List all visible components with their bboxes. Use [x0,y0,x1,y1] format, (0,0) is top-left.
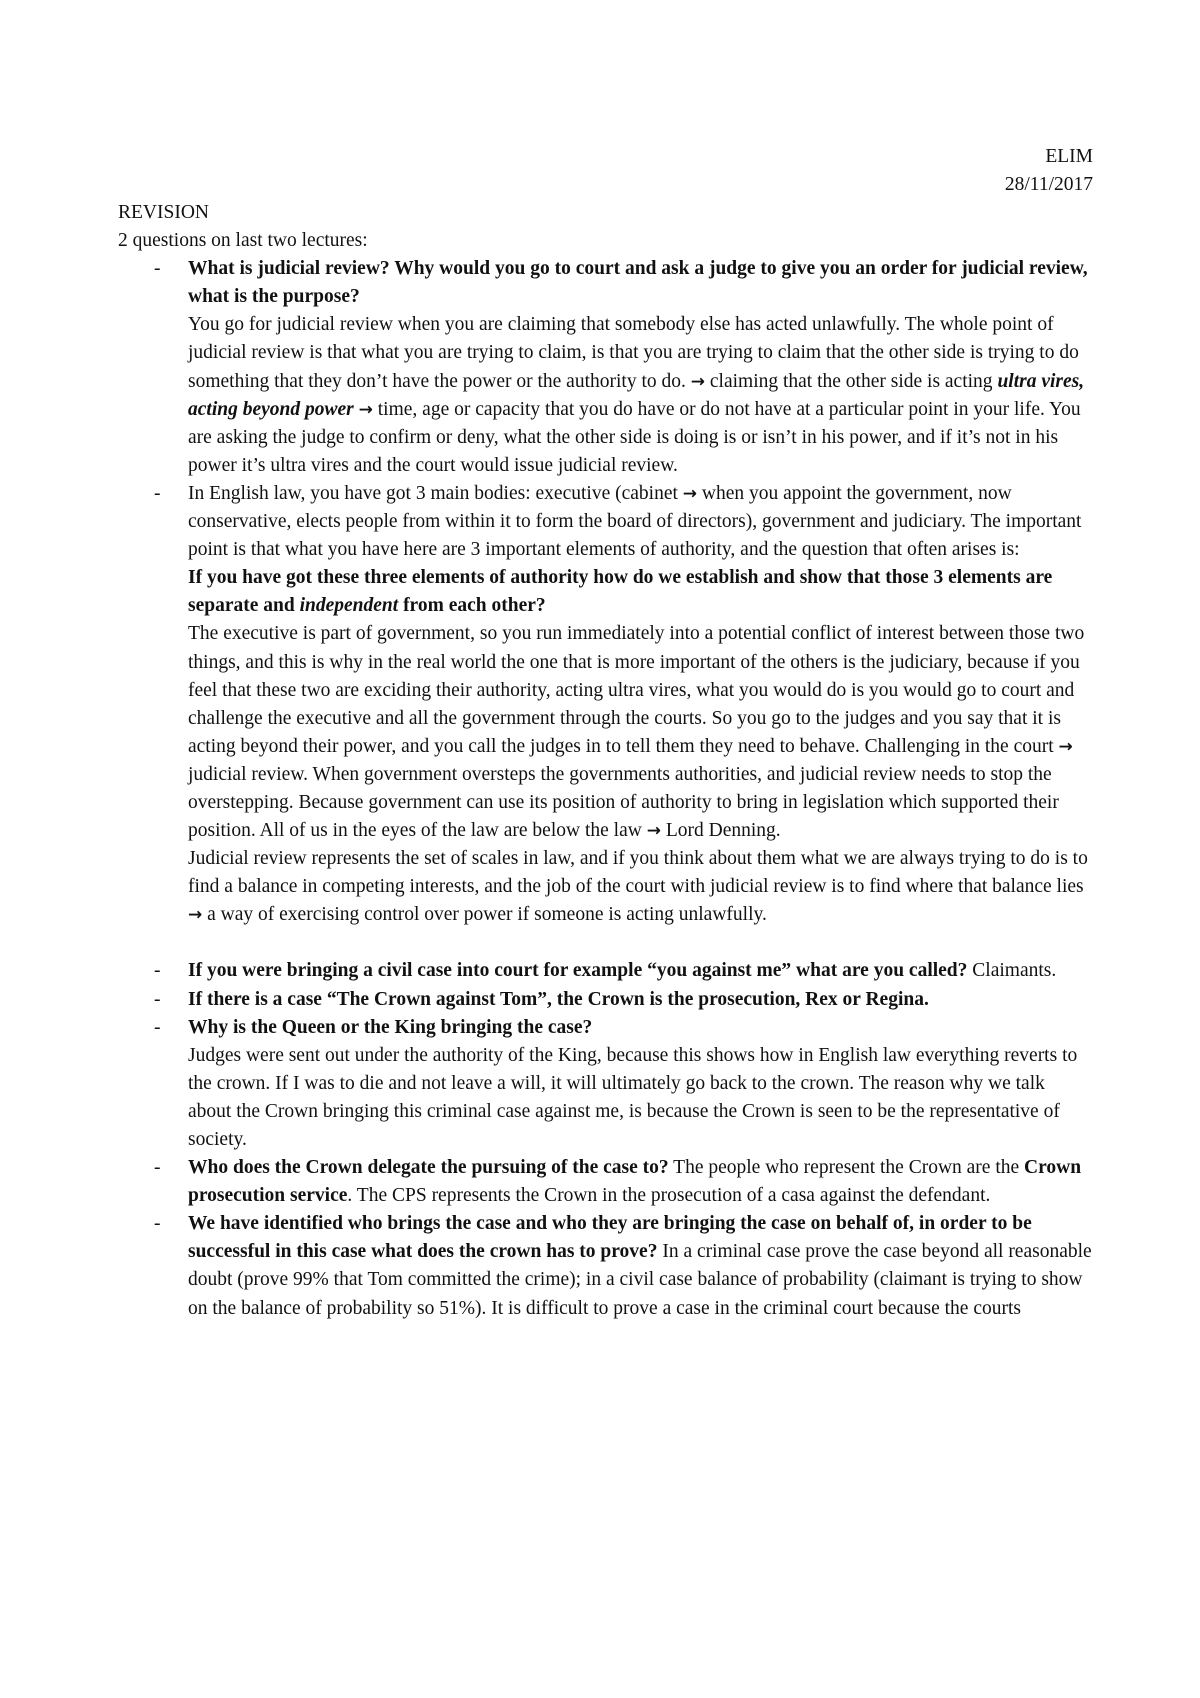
arrow-icon: → [188,905,203,926]
emphasis-text: ultra vires, acting beyond power [188,370,1085,420]
question-text: We have identified who brings the case and who they are bringing the case on behalf of, in order to be successful in this case what does the crown has to prove? [188,1213,1032,1263]
answer-text: Claimants. [967,960,1057,982]
list-item [118,957,1093,985]
answer-text: time, age or capacity that you do have or do not have at a particular point in your life. You are asking the judge to confirm or deny, what the other side is doing is or isn’t in his power, and if it’s not in his power it’s ultra vires and the court would issue judicial review. [188,398,1081,476]
question-text: If there is a case “The Crown against Tom”, the Crown is the prosecution, Rex or Regina. [188,988,929,1010]
answer-text: In a criminal case prove the case beyond all reasonable doubt (prove 99% that Tom committed the crime); in a civil case balance of probability (claimant is trying to show on the balance of probability so 51%). It is difficult to prove a case in the criminal court because the courts [188,1241,1092,1319]
document-body [118,199,1093,1323]
document-date: 28/11/2017 [1004,174,1093,196]
answer-paragraph [188,845,1093,929]
answer-text: In English law, you have got 3 main bodies: executive (cabinet [188,482,678,504]
answer-text: judicial review. When government oversteps the governments authorities, and judicial review needs to stop the overstepping. Because government can use its position of authority to bring in legislation which supported their position. All of us in the eyes of the law are below the law [188,763,1059,842]
arrow-icon: → [690,371,705,392]
list-item [118,986,1093,1014]
list-item [118,480,1093,930]
list-item [118,1014,1093,1154]
question-text: If you have got these three elements of authority how do we establish and show that those 3 elements are separate and [188,567,1053,617]
question-text: from each other? [398,595,546,617]
list-item [118,1210,1093,1322]
author-initials: ELIM [1045,146,1093,167]
answer-paragraph: Judges were sent out under the authority of the King, because this shows how in English law everything reverts to the crown. If I was to die and not leave a will, it will ultimately go back to the crown. The reason why we talk about the Crown bringing this criminal case against me, is because the Crown is seen to be the representative of society. [188,1044,1078,1150]
answer-text: . The CPS represents the Crown in the prosecution of a casa against the defendant. [347,1185,991,1207]
answer-paragraph [188,311,1093,480]
bullet-dash: - [154,1016,161,1038]
arrow-icon: → [1058,736,1073,757]
question-paragraph [188,564,1093,620]
list-item [118,1154,1093,1210]
answer-text: Judicial review represents the set of scales in law, and if you think about them what we are always trying to do is to find a balance in competing interests, and the job of the court with judicial review is to find where that balance lies [188,848,1088,898]
answer-text: The executive is part of government, so you run immediately into a potential conflict of interest between those two things, and this is why in the real world the one that is more important of the others is the judiciary, because if you feel that these two are exciding their authority, acting ultra vires, what you would do is you would go to court and challenge the executive and all the government through the courts. So you go to the judges and you say that it is acting beyond their power, and you call the judges in to tell them they need to behave. Challenging in the court [188,623,1085,757]
document-header [1005,143,1093,199]
bullet-dash: - [154,1157,161,1179]
bullet-dash: - [154,1213,161,1235]
page-title: REVISION [118,202,209,223]
bullet-dash: - [154,960,161,982]
answer-text: You go for judicial review when you are claiming that somebody else has acted unlawfully. The whole point of judicial review is that what you are trying to claim, is that you are trying to claim that the other side is trying to do something that they don’t have the power or the authority to do. [188,314,1079,392]
revision-list [118,255,1093,1322]
bullet-dash: - [154,988,161,1010]
bullet-dash: - [154,482,161,504]
arrow-icon: → [646,821,661,842]
question-text: What is judicial review? Why would you go to court and ask a judge to give you an order for judicial review, what is the purpose? [188,258,1088,308]
answer-text: when you appoint the government, now conservative, elects people from within it to form the board of directors), government and judiciary. The important point is that what you have here are 3 important elements of authority, and the question that often arises is: [188,482,1082,561]
question-text: If you were bringing a civil case into court for example “you against me” what are you called? [188,960,968,982]
answer-text: Lord Denning. [660,820,781,842]
answer-paragraph [188,620,1093,845]
answer-text: The people who represent the Crown are the [668,1157,1025,1179]
answer-text: claiming that the other side is acting [705,370,998,392]
question-text: Why is the Queen or the King bringing the case? [188,1016,593,1038]
emphasis-text: Crown prosecution service [188,1157,1082,1207]
intro-line: 2 questions on last two lectures: [118,230,368,252]
answer-text: a way of exercising control over power if someone is acting unlawfully. [202,904,767,926]
question-text: Who does the Crown delegate the pursuing of the case to? [188,1157,669,1179]
arrow-icon: → [682,483,698,504]
arrow-icon: → [358,399,373,420]
emphasis-text: independent [299,595,399,617]
list-item [118,255,1093,480]
bullet-dash: - [154,258,161,280]
